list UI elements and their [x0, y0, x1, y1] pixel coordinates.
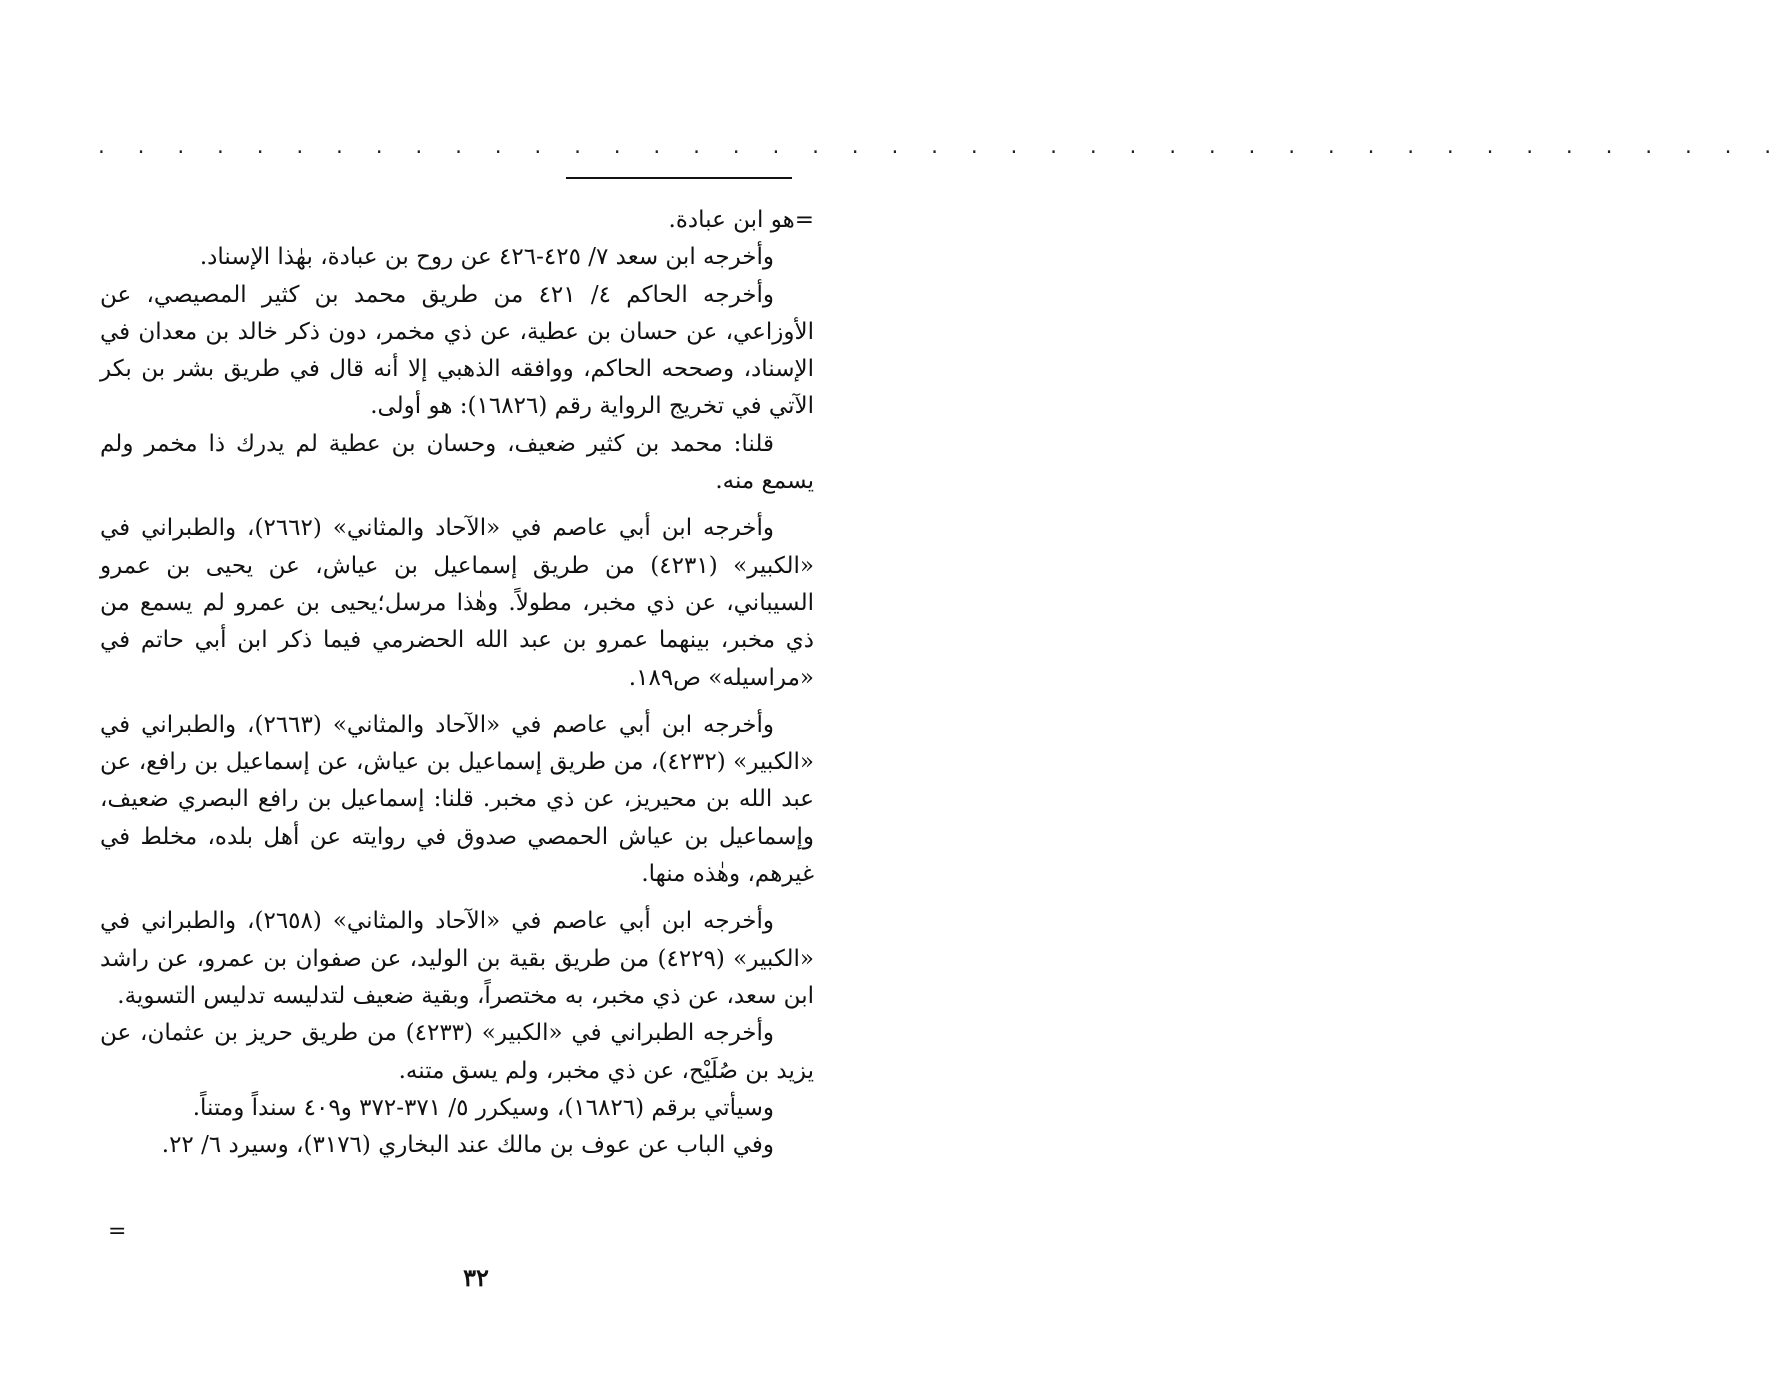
paragraph-4: قلنا: محمد بن كثير ضعيف، وحسان بن عطية لم يدرك ذا مخمر ولم يسمع منه.: [100, 430, 814, 495]
paragraph-1: =هو ابن عبادة.: [668, 207, 814, 233]
footnote-rule: [566, 177, 792, 179]
paragraph-8: وأخرجه الطبراني في «الكبير» (٤٢٣٣) من طريق حريز بن عثمان، عن يزيد بن صُلَيْح، عن ذي مخبر، ولم يسق متنه.: [100, 1020, 814, 1084]
page-number: ٣٢: [463, 1263, 489, 1292]
paragraph-7: وأخرجه ابن أبي عاصم في «الآحاد والمثاني» (٢٦٥٨)، والطبراني في «الكبير» (٤٢٢٩) من طريق بقية بن الوليد، عن صفوان بن عمرو، عن راشد ابن سعد، عن ذي مخبر، به مختصراً، وبقية ضعيف لتدليسه تدليس التسوية.: [100, 908, 814, 1009]
footnote-text: [100, 202, 814, 1164]
paragraph-5: وأخرجه ابن أبي عاصم في «الآحاد والمثاني» (٢٦٦٢)، والطبراني في «الكبير» (٤٢٣١) من طريق إسماعيل بن عياش، عن يحيى بن عمرو السيباني، عن ذي مخبر، مطولاً. وهٰذا مرسل؛يحيى بن عمرو لم يسمع من ذي مخبر، بينهما عمرو بن عبد الله الحضرمي فيما ذكر ابن أبي حاتم في «مراسيله» ص١٨٩.: [100, 515, 814, 691]
footnote-separator-dots: . . . . . . . . . . . . . . . . . . . . . . . . . . . . . . . . . . . . . . . . . . .: [96, 137, 1782, 158]
paragraph-9: وسيأتي برقم (١٦٨٢٦)، وسيكرر ٥/ ٣٧١-٣٧٢ و٤٠٩ سنداً ومتناً.: [192, 1094, 774, 1121]
paragraph-6: وأخرجه ابن أبي عاصم في «الآحاد والمثاني» (٢٦٦٣)، والطبراني في «الكبير» (٤٢٣٢)، من طريق إسماعيل بن عياش، عن إسماعيل بن رافع، عن عبد الله بن محيريز، عن ذي مخبر. قلنا: إسماعيل بن رافع البصري ضعيف، وإسماعيل بن عياش الحمصي صدوق في روايته عن أهل بلده، مخلط في غيرهم، وهٰذه منها.: [100, 711, 815, 888]
paragraph-2: وأخرجه ابن سعد ٧/ ٤٢٥-٤٢٦ عن روح بن عبادة، بهٰذا الإسناد.: [199, 244, 774, 271]
paragraph-10: وفي الباب عن عوف بن مالك عند البخاري (٣١٧٦)، وسيرد ٦/ ٢٢.: [161, 1132, 774, 1159]
continuation-mark: =: [108, 1219, 127, 1244]
paragraph-3: وأخرجه الحاكم ٤/ ٤٢١ من طريق محمد بن كثير المصيصي، عن الأوزاعي، عن حسان بن عطية، عن ذي مخمر، دون ذكر خالد بن معدان في الإسناد، وصححه الحاكم، ووافقه الذهبي إلا أنه قال في طريق بشر بن بكر الآتي في تخريج الرواية رقم (١٦٨٢٦): هو أولى.: [100, 281, 815, 420]
